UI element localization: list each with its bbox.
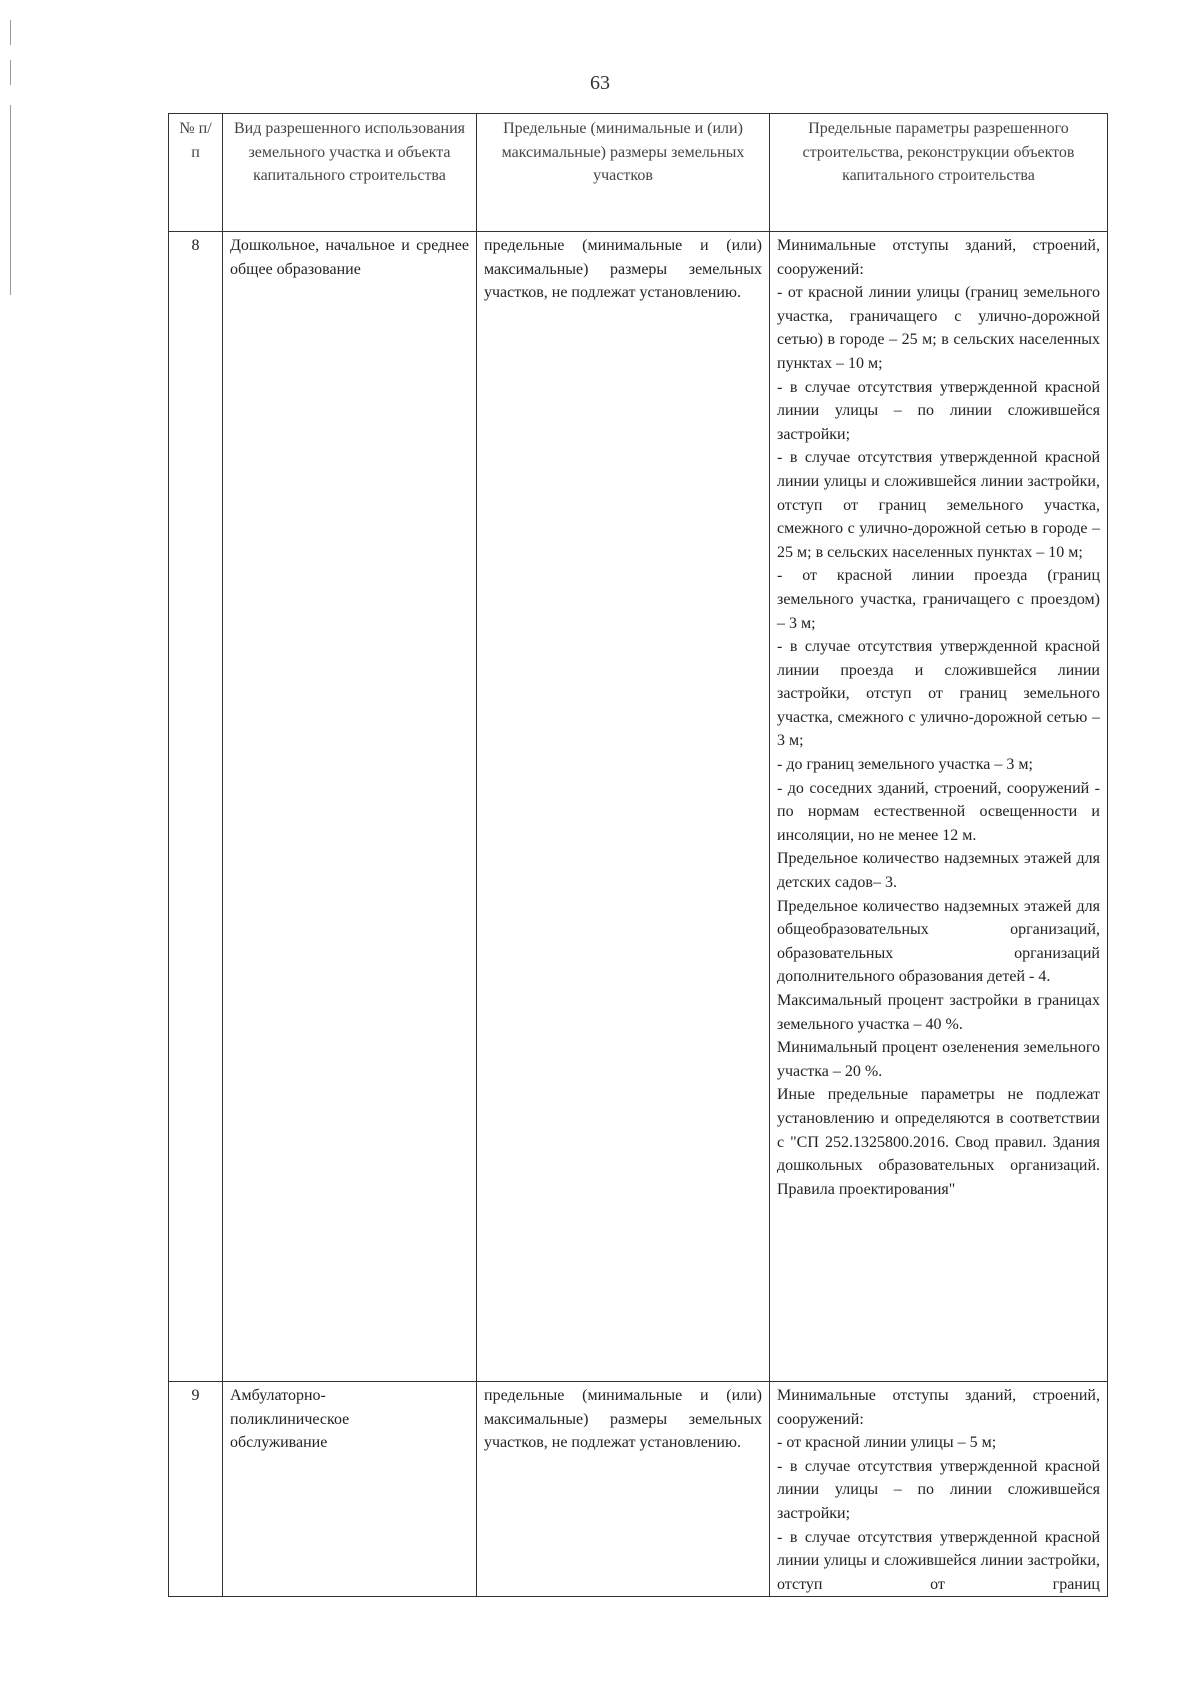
header-plot-sizes: Предельные (минимальные и (или) максимальные) размеры земельных участков	[477, 114, 770, 232]
param-line: Иные предельные параметры не подлежат установлению и определяются в соответствии с "СП 252.1325800.2016. Свод правил. Здания дошкольных образовательных организаций. Правила проектирования"	[777, 1086, 1100, 1198]
header-permitted-use: Вид разрешенного использования земельного участка и объекта капитального строительства	[223, 114, 477, 232]
row-permitted-use: Амбулаторно-поликлиническое обслуживание	[223, 1382, 477, 1597]
param-line: - от красной линии улицы – 5 м;	[777, 1434, 997, 1452]
param-line: - от красной линии улицы (границ земельного участка, граничащего с улично-дорожной сетью) в городе – 25 м; в сельских населенных пунктах – 10 м;	[777, 284, 1100, 372]
table-row	[169, 232, 1108, 1382]
param-line: - в случае отсутствия утвержденной красной линии улицы – по линии сложившейся застройки;	[777, 1457, 1100, 1522]
scan-edge-line	[10, 20, 11, 45]
row-construction-parameters	[770, 232, 1108, 1382]
param-line: - в случае отсутствия утвержденной красной линии улицы и сложившейся линии застройки, отступ от границ земельного участка, смежного с улично-дорожной сетью в городе – 25 м; в сельских населенных пунктах – 10 м;	[777, 449, 1100, 561]
param-line: Минимальные отступы зданий, строений, сооружений:	[777, 237, 1100, 278]
header-number: № п/п	[169, 114, 223, 232]
param-line: - в случае отсутствия утвержденной красной линии проезда и сложившейся линии застройки, отступ от границ земельного участка, смежного с улично-дорожной сетью – 3 м;	[777, 638, 1100, 750]
page-number: 63	[590, 72, 610, 94]
param-line: Минимальный процент озеленения земельного участка – 20 %.	[777, 1039, 1100, 1080]
param-line: Минимальные отступы зданий, строений, сооружений:	[777, 1387, 1100, 1428]
row-number: 8	[169, 232, 223, 1382]
header-construction-parameters: Предельные параметры разрешенного строительства, реконструкции объектов капитального строительства	[770, 114, 1108, 232]
zoning-parameters-table	[168, 113, 1108, 1597]
param-line: - в случае отсутствия утвержденной красной линии улицы и сложившейся линии застройки, отступ от границ	[777, 1528, 1100, 1593]
param-line: - до границ земельного участка – 3 м;	[777, 756, 1033, 774]
param-line: - в случае отсутствия утвержденной красной линии улицы – по линии сложившейся застройки;	[777, 378, 1100, 443]
row-plot-sizes: предельные (минимальные и (или) максимальные) размеры земельных участков, не подлежат установлению.	[477, 1382, 770, 1597]
table-header-row	[169, 114, 1108, 232]
row-permitted-use: Дошкольное, начальное и среднее общее образование	[223, 232, 477, 1382]
param-line: - от красной линии проезда (границ земельного участка, граничащего с проездом) – 3 м;	[777, 567, 1100, 632]
scan-edge-line	[10, 105, 11, 295]
param-line: Предельное количество надземных этажей для общеобразовательных организаций, образовательных организаций дополнительного образования детей - 4.	[777, 897, 1100, 986]
row-construction-parameters	[770, 1382, 1108, 1597]
row-number: 9	[169, 1382, 223, 1597]
param-line: - до соседних зданий, строений, сооружений - по нормам естественной освещенности и инсоляции, но не менее 12 м.	[777, 779, 1100, 844]
table-row	[169, 1382, 1108, 1597]
param-line: Предельное количество надземных этажей для детских садов– 3.	[777, 850, 1100, 892]
param-line: Максимальный процент застройки в границах земельного участка – 40 %.	[777, 992, 1100, 1033]
row-plot-sizes: предельные (минимальные и (или) максимальные) размеры земельных участков, не подлежат установлению.	[477, 232, 770, 1382]
